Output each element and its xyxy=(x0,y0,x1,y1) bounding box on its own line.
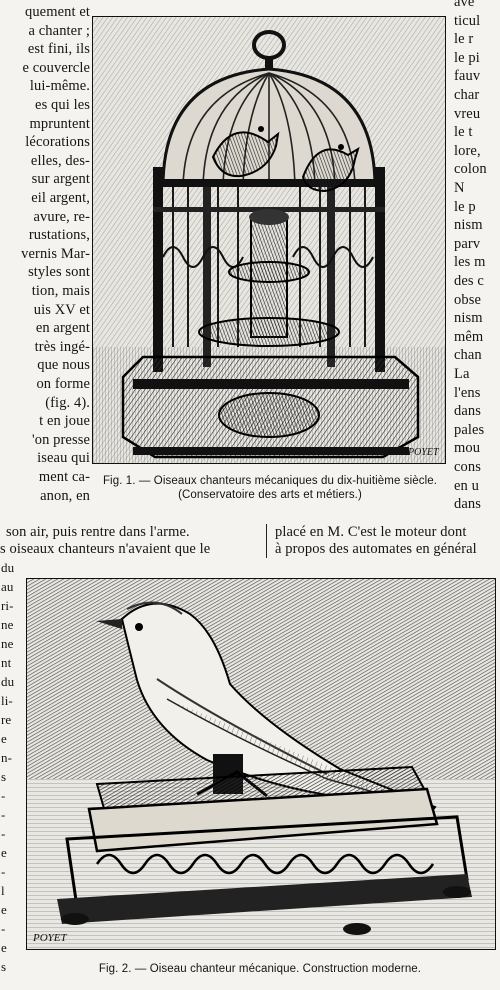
right-fragment-line: nism xyxy=(454,217,483,234)
fig2-caption xyxy=(26,962,494,976)
right-fragment-line: des c xyxy=(454,273,484,289)
lower-left-fragment: du xyxy=(1,560,15,575)
lower-left-fragment: - xyxy=(1,921,6,936)
right-fragment-line: le r xyxy=(454,31,474,48)
mid-left-line2: s oiseaux chanteurs n'avaient que le xyxy=(0,541,211,557)
left-fragment-line: iseau qui xyxy=(37,450,90,467)
right-fragment-line: vreu xyxy=(454,105,481,122)
lower-left-fragment: nt xyxy=(1,655,12,670)
left-fragment-line: anon, en xyxy=(40,487,90,504)
left-fragment-line: uis XV et xyxy=(33,301,90,318)
mid-right-line1: placé en M. C'est le moteur dont xyxy=(275,524,467,540)
right-fragment-line: nism xyxy=(454,310,483,327)
right-fragment-line: cons xyxy=(454,459,481,475)
mid-right-line2: à propos des automates en général xyxy=(275,541,477,557)
right-fragment-line: N xyxy=(454,180,465,196)
right-fragment-line: le p xyxy=(454,198,476,215)
left-fragment-line: très ingé- xyxy=(34,338,90,355)
right-fragment-line: dans xyxy=(454,496,481,513)
birdcage-illustration xyxy=(93,17,445,463)
fig1-caption xyxy=(96,474,444,502)
right-fragment-line: obse xyxy=(454,291,481,308)
right-fragment-line: le t xyxy=(454,124,473,141)
left-fragment-line: es qui les xyxy=(35,97,90,113)
fig1-caption-line1: Fig. 1. — Oiseaux chanteurs mécaniques du dix-huitième siècle. xyxy=(102,475,438,487)
right-fragment-line: mou xyxy=(454,440,481,457)
column-separator xyxy=(266,524,267,558)
right-fragment-line: le pi xyxy=(454,49,480,66)
left-fragment-line: 'on presse xyxy=(32,431,90,448)
left-fragment-line: eil argent, xyxy=(31,190,90,206)
left-fragment-line: quement et xyxy=(24,4,90,20)
right-fragment-line: pales xyxy=(454,421,485,438)
right-fragment-line: La xyxy=(454,366,470,382)
lower-left-fragment: - xyxy=(1,788,6,803)
lower-left-fragment: - xyxy=(1,826,6,841)
lower-left-fragment: l xyxy=(1,883,5,898)
left-fragment-line: lécorations xyxy=(25,134,90,151)
right-fragment-line: fauv xyxy=(454,68,481,85)
lower-left-fragment: - xyxy=(1,864,6,879)
left-fragment-line: vernis Mar- xyxy=(21,245,90,262)
left-fragment-line: rustations, xyxy=(28,227,90,244)
right-fragment-line: dans xyxy=(454,403,481,420)
fig2-engraving xyxy=(26,578,496,950)
right-fragment-line: les m xyxy=(454,254,486,271)
right-fragment-line: chan xyxy=(454,347,482,364)
lower-left-fragment: re xyxy=(1,712,12,727)
left-fragment-line: avure, re- xyxy=(33,208,90,225)
right-fragment-line: ave xyxy=(454,0,475,10)
lower-left-fragment: ri- xyxy=(1,598,14,613)
lower-left-fragment: ne xyxy=(1,636,14,651)
right-fragment-line: parv xyxy=(454,235,481,252)
left-fragment-line: est fini, ils xyxy=(27,41,90,58)
left-fragment-line: t en joue xyxy=(39,413,90,430)
right-fragment-line: char xyxy=(454,87,480,103)
lower-left-fragment: n- xyxy=(1,750,13,765)
right-fragment-line: mêm xyxy=(454,328,484,345)
left-fragment-line: styles sont xyxy=(28,264,90,281)
left-fragment-line: (fig. 4). xyxy=(45,394,90,411)
lower-left-fragment: e xyxy=(1,845,7,860)
left-fragment-line: en argent xyxy=(35,320,90,337)
lower-left-fragment: e xyxy=(1,940,7,955)
right-fragment-line: l'ens xyxy=(454,384,481,401)
left-fragment-line: sur argent xyxy=(31,171,90,188)
right-fragment-line: en u xyxy=(454,477,479,494)
left-fragment-line: on forme xyxy=(36,376,90,392)
fig1-signature: POYET xyxy=(408,447,439,458)
lower-left-fragment: s xyxy=(1,959,7,974)
left-fragment-line: lui-même. xyxy=(29,78,90,95)
left-fragment-line: mpruntent xyxy=(29,115,90,132)
lower-left-fragment: e xyxy=(1,902,7,917)
left-fragment-line: ment ca- xyxy=(38,469,90,485)
fig2-caption-text: Fig. 2. — Oiseau chanteur mécanique. Construction moderne. xyxy=(98,963,422,975)
lower-left-fragment: li- xyxy=(1,693,13,708)
right-fragment-line: colon xyxy=(454,161,487,178)
mechanical-bird-illustration xyxy=(27,579,495,949)
left-fragment-line: tion, mais xyxy=(31,283,90,299)
mid-left-line1: son air, puis rentre dans l'arme. xyxy=(6,524,190,540)
left-fragment-line: e couvercle xyxy=(22,59,90,76)
right-fragment-line: ticul xyxy=(454,12,481,29)
lower-left-fragment: au xyxy=(1,579,14,594)
right-fragment-line: lore, xyxy=(454,142,481,159)
lower-left-fragment: s xyxy=(1,769,7,784)
lower-left-fragment: du xyxy=(1,674,15,689)
lower-left-fragment: ne xyxy=(1,617,14,632)
fig1-engraving xyxy=(92,16,446,464)
fig1-caption-line2: (Conservatoire des arts et métiers.) xyxy=(178,489,362,501)
lower-left-fragment: e xyxy=(1,731,7,746)
left-fragment-line: que nous xyxy=(37,357,90,374)
left-fragment-line: elles, des- xyxy=(30,152,90,169)
left-fragment-line: a chanter ; xyxy=(28,22,90,39)
fig2-signature: POYET xyxy=(33,932,67,944)
lower-left-fragment: - xyxy=(1,807,6,822)
